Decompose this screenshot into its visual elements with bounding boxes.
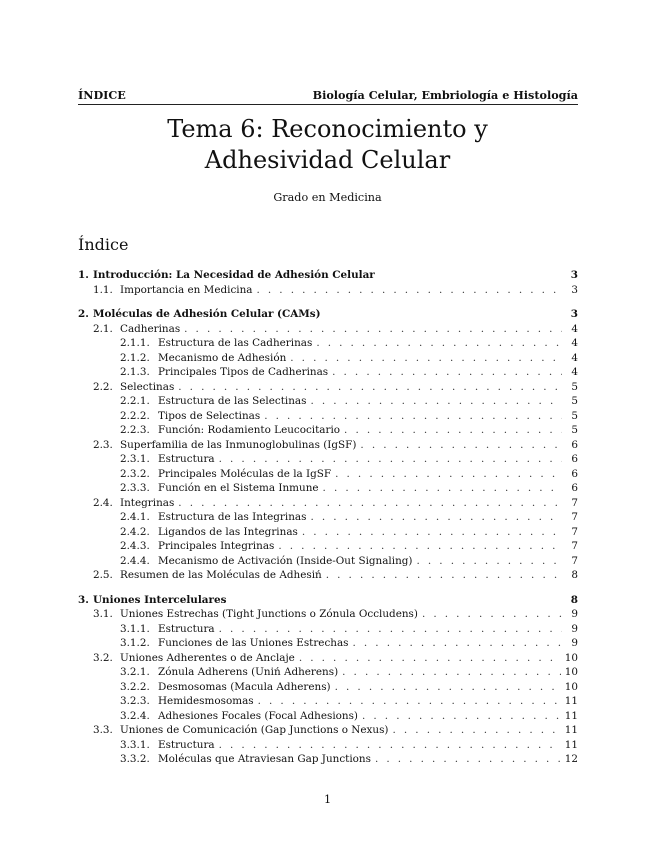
toc-entry-title: Principales Moléculas de la IgSF bbox=[158, 467, 332, 480]
toc-entry[interactable] bbox=[93, 607, 578, 621]
toc-page-number: 9 bbox=[571, 637, 578, 649]
toc-dot-leader bbox=[264, 409, 562, 423]
toc-entry-number: 2.4.1. bbox=[120, 511, 150, 523]
toc-dot-leader bbox=[258, 694, 561, 708]
toc-entry[interactable] bbox=[120, 622, 578, 636]
toc-entry[interactable] bbox=[120, 365, 578, 379]
toc-entry[interactable] bbox=[93, 496, 578, 510]
toc-entry[interactable] bbox=[120, 409, 578, 423]
toc-dot-leader bbox=[310, 510, 562, 524]
running-header bbox=[78, 88, 578, 105]
toc-page-number: 7 bbox=[571, 511, 578, 523]
toc-page-number: 4 bbox=[571, 351, 578, 364]
toc-entry-title: Introducción: La Necesidad de Adhesión Celular bbox=[93, 269, 375, 281]
toc-entry-title: Desmosomas (Macula Adherens) bbox=[158, 680, 331, 693]
toc-entry-title: Función: Rodamiento Leucocitario bbox=[158, 424, 341, 436]
toc-page-number: 4 bbox=[571, 322, 578, 335]
toc-page-number: 10 bbox=[564, 651, 578, 664]
toc-entry-title: Resumen de las Moléculas de Adhesiń bbox=[120, 569, 322, 581]
toc-entry-title: Estructura bbox=[158, 453, 215, 465]
toc-page-number: 5 bbox=[571, 424, 578, 436]
header-left: ÍNDICE bbox=[78, 88, 126, 102]
toc-page-number: 7 bbox=[571, 525, 578, 538]
toc-chapter[interactable] bbox=[78, 268, 578, 282]
toc-page-number: 4 bbox=[571, 337, 578, 349]
toc-entry-title: Uniones Estrechas (Tight Junctions o Zónula Occludens) bbox=[120, 608, 418, 620]
index-heading: Índice bbox=[78, 235, 129, 254]
toc-page-number: 7 bbox=[571, 540, 578, 552]
toc-dot-leader bbox=[178, 496, 562, 510]
toc-dot-leader bbox=[362, 709, 561, 723]
toc-page-number: 11 bbox=[564, 724, 578, 736]
toc-entry-number: 3.3.1. bbox=[120, 738, 150, 751]
toc-entry-title: Uniones Adherentes o de Anclaje bbox=[120, 651, 295, 664]
toc-entry[interactable] bbox=[93, 322, 578, 336]
toc-entry[interactable] bbox=[93, 380, 578, 394]
toc-page-number: 11 bbox=[564, 709, 578, 722]
toc-entry[interactable] bbox=[120, 351, 578, 365]
toc-entry-number: 2.3. bbox=[93, 438, 113, 451]
toc-page-number: 8 bbox=[571, 569, 578, 581]
toc-entry-title: Estructura bbox=[158, 738, 215, 751]
toc-entry[interactable] bbox=[120, 539, 578, 553]
toc-entry-number: 3.1.2. bbox=[120, 637, 150, 649]
toc-dot-leader bbox=[360, 438, 562, 452]
toc-entry[interactable] bbox=[93, 438, 578, 452]
toc-entry-title: Estructura de las Cadherinas bbox=[158, 337, 313, 349]
toc-page-number: 7 bbox=[571, 496, 578, 509]
toc-entry[interactable] bbox=[120, 481, 578, 495]
page-number: 1 bbox=[323, 793, 332, 806]
toc-entry-number: 2.4.2. bbox=[120, 525, 150, 538]
toc-entry-number: 2.5. bbox=[93, 569, 113, 581]
toc-page-number: 5 bbox=[571, 395, 578, 407]
toc-dot-leader bbox=[278, 539, 562, 553]
toc-page-number: 5 bbox=[571, 409, 578, 422]
toc-page-number: 9 bbox=[571, 608, 578, 620]
toc-entry-number: 2.3.2. bbox=[120, 467, 150, 480]
toc-page-number: 11 bbox=[564, 695, 578, 707]
toc-dot-leader bbox=[375, 752, 561, 766]
toc-page-number: 6 bbox=[571, 467, 578, 480]
toc-entry[interactable] bbox=[120, 665, 578, 679]
toc-entry-number: 2.2. bbox=[93, 380, 113, 393]
toc-dot-leader bbox=[335, 680, 561, 694]
toc-entry-number: 3.1.1. bbox=[120, 622, 150, 635]
toc-entry-title: Uniones Intercelulares bbox=[93, 593, 227, 606]
toc-entry[interactable] bbox=[120, 452, 578, 466]
toc-entry-number: 2.3.3. bbox=[120, 482, 150, 494]
toc-entry-title: Estructura de las Selectinas bbox=[158, 395, 307, 407]
toc-entry-number: 3.3.2. bbox=[120, 753, 150, 765]
toc-entry-number: 2.2.3. bbox=[120, 424, 150, 436]
toc-dot-leader bbox=[256, 283, 562, 297]
toc-page-number: 5 bbox=[571, 380, 578, 393]
toc-entry-title: Función en el Sistema Inmune bbox=[158, 482, 319, 494]
toc-dot-leader bbox=[392, 723, 560, 737]
toc-entry-number: 3.1. bbox=[93, 608, 113, 620]
toc-dot-leader bbox=[219, 622, 562, 636]
toc-entry-title: Estructura bbox=[158, 622, 215, 635]
toc-dot-leader bbox=[178, 380, 562, 394]
toc-entry[interactable] bbox=[120, 394, 578, 408]
toc-entry-number: 2.1.1. bbox=[120, 337, 150, 349]
toc-entry[interactable] bbox=[120, 694, 578, 708]
toc-entry-number: 3. bbox=[78, 593, 89, 606]
toc-entry-number: 2.1. bbox=[93, 322, 113, 335]
document-title bbox=[0, 114, 655, 176]
toc-entry-title: Mecanismo de Activación (Inside-Out Signaling) bbox=[158, 554, 413, 567]
toc-page-number: 8 bbox=[570, 593, 578, 606]
toc-entry-number: 2. bbox=[78, 308, 89, 320]
toc-entry-number: 3.2.1. bbox=[120, 666, 150, 678]
document-subtitle: Grado en Medicina bbox=[273, 191, 382, 204]
toc-page-number: 9 bbox=[571, 622, 578, 635]
toc-entry-title: Zónula Adherens (Uniń Adherens) bbox=[158, 666, 339, 678]
toc-entry[interactable] bbox=[120, 738, 578, 752]
toc-entry[interactable] bbox=[120, 752, 578, 766]
toc-dot-leader bbox=[332, 365, 562, 379]
toc-entry[interactable] bbox=[120, 680, 578, 694]
toc-dot-leader bbox=[335, 467, 562, 481]
toc-entry-title: Adhesiones Focales (Focal Adhesions) bbox=[158, 709, 358, 722]
toc-entry-title: Cadherinas bbox=[120, 322, 181, 335]
toc-entry-title: Integrinas bbox=[120, 496, 175, 509]
toc-dot-leader bbox=[352, 636, 562, 650]
toc-entry-number: 3.2.3. bbox=[120, 695, 150, 707]
toc-entry-number: 2.2.2. bbox=[120, 409, 150, 422]
toc-entry-number: 2.4.4. bbox=[120, 554, 150, 567]
toc-entry-title: Funciones de las Uniones Estrechas bbox=[158, 637, 349, 649]
toc-chapter[interactable] bbox=[78, 593, 578, 607]
toc-entry-number: 2.1.2. bbox=[120, 351, 150, 364]
toc-entry[interactable] bbox=[120, 709, 578, 723]
toc-entry[interactable] bbox=[120, 510, 578, 524]
toc-entry-title: Uniones de Comunicación (Gap Junctions o Nexus) bbox=[120, 724, 389, 736]
toc-dot-leader bbox=[290, 351, 562, 365]
toc-entry[interactable] bbox=[120, 525, 578, 539]
toc-entry-title: Superfamilia de las Inmunoglobulinas (IgSF) bbox=[120, 438, 357, 451]
toc-entry-number: 3.2. bbox=[93, 651, 113, 664]
toc-dot-leader bbox=[323, 481, 562, 495]
toc-entry-title: Ligandos de las Integrinas bbox=[158, 525, 298, 538]
title-line-2: Adhesividad Celular bbox=[204, 146, 451, 174]
toc-page-number: 6 bbox=[571, 438, 578, 451]
toc-entry-number: 2.1.3. bbox=[120, 366, 150, 378]
toc-entry-number: 2.3.1. bbox=[120, 453, 150, 465]
toc-dot-leader bbox=[184, 322, 562, 336]
toc-entry[interactable] bbox=[120, 467, 578, 481]
toc-entry-number: 3.3. bbox=[93, 724, 113, 736]
toc-entry-title: Estructura de las Integrinas bbox=[158, 511, 307, 523]
toc-dot-leader bbox=[416, 554, 562, 568]
toc-dot-leader bbox=[299, 651, 561, 665]
toc-entry[interactable] bbox=[93, 723, 578, 737]
toc-chapter[interactable] bbox=[78, 307, 578, 321]
toc-dot-leader bbox=[302, 525, 562, 539]
toc-entry-title: Mecanismo de Adhesión bbox=[158, 351, 287, 364]
toc-entry-number: 2.2.1. bbox=[120, 395, 150, 407]
toc-page-number: 3 bbox=[571, 283, 578, 296]
toc-entry[interactable] bbox=[93, 651, 578, 665]
toc-page-number: 4 bbox=[571, 366, 578, 378]
toc-entry-number: 1.1. bbox=[93, 283, 113, 296]
toc-entry-title: Moléculas de Adhesión Celular (CAMs) bbox=[93, 308, 321, 320]
toc-entry-number: 2.4. bbox=[93, 496, 113, 509]
toc-dot-leader bbox=[326, 568, 562, 582]
toc-entry-title: Moléculas que Atraviesan Gap Junctions bbox=[158, 753, 371, 765]
toc-entry[interactable] bbox=[120, 636, 578, 650]
toc-entry-title: Importancia en Medicina bbox=[120, 283, 253, 296]
toc-dot-leader bbox=[422, 607, 562, 621]
toc-entry[interactable] bbox=[120, 554, 578, 568]
toc-entry-title: Selectinas bbox=[120, 380, 175, 393]
toc-page-number: 7 bbox=[571, 554, 578, 567]
toc-entry-number: 1. bbox=[78, 269, 89, 281]
toc-entry-title: Tipos de Selectinas bbox=[158, 409, 261, 422]
toc-entry-number: 2.4.3. bbox=[120, 540, 150, 552]
toc-entry[interactable] bbox=[93, 283, 578, 297]
toc-page-number: 10 bbox=[564, 666, 578, 678]
toc-dot-leader bbox=[316, 336, 562, 350]
toc-entry-number: 3.2.4. bbox=[120, 709, 150, 722]
toc-entry-number: 3.2.2. bbox=[120, 680, 150, 693]
toc-page-number: 3 bbox=[570, 308, 578, 320]
toc-page-number: 3 bbox=[570, 269, 578, 281]
toc-entry[interactable] bbox=[120, 423, 578, 437]
toc-entry-title: Principales Tipos de Cadherinas bbox=[158, 366, 329, 378]
toc-page-number: 12 bbox=[564, 753, 578, 765]
toc-dot-leader bbox=[342, 665, 561, 679]
title-line-1: Tema 6: Reconocimiento y bbox=[167, 115, 488, 143]
toc-entry[interactable] bbox=[93, 568, 578, 582]
toc-page-number: 6 bbox=[571, 482, 578, 494]
toc-dot-leader bbox=[344, 423, 562, 437]
toc-page-number: 10 bbox=[564, 680, 578, 693]
toc-dot-leader bbox=[219, 738, 561, 752]
toc-dot-leader bbox=[310, 394, 562, 408]
toc-entry-title: Principales Integrinas bbox=[158, 540, 275, 552]
toc-page-number: 11 bbox=[564, 738, 578, 751]
header-right: Biología Celular, Embriología e Histología bbox=[312, 88, 578, 102]
toc-entry[interactable] bbox=[120, 336, 578, 350]
toc-entry-title: Hemidesmosomas bbox=[158, 695, 254, 707]
toc-dot-leader bbox=[219, 452, 562, 466]
toc-page-number: 6 bbox=[571, 453, 578, 465]
